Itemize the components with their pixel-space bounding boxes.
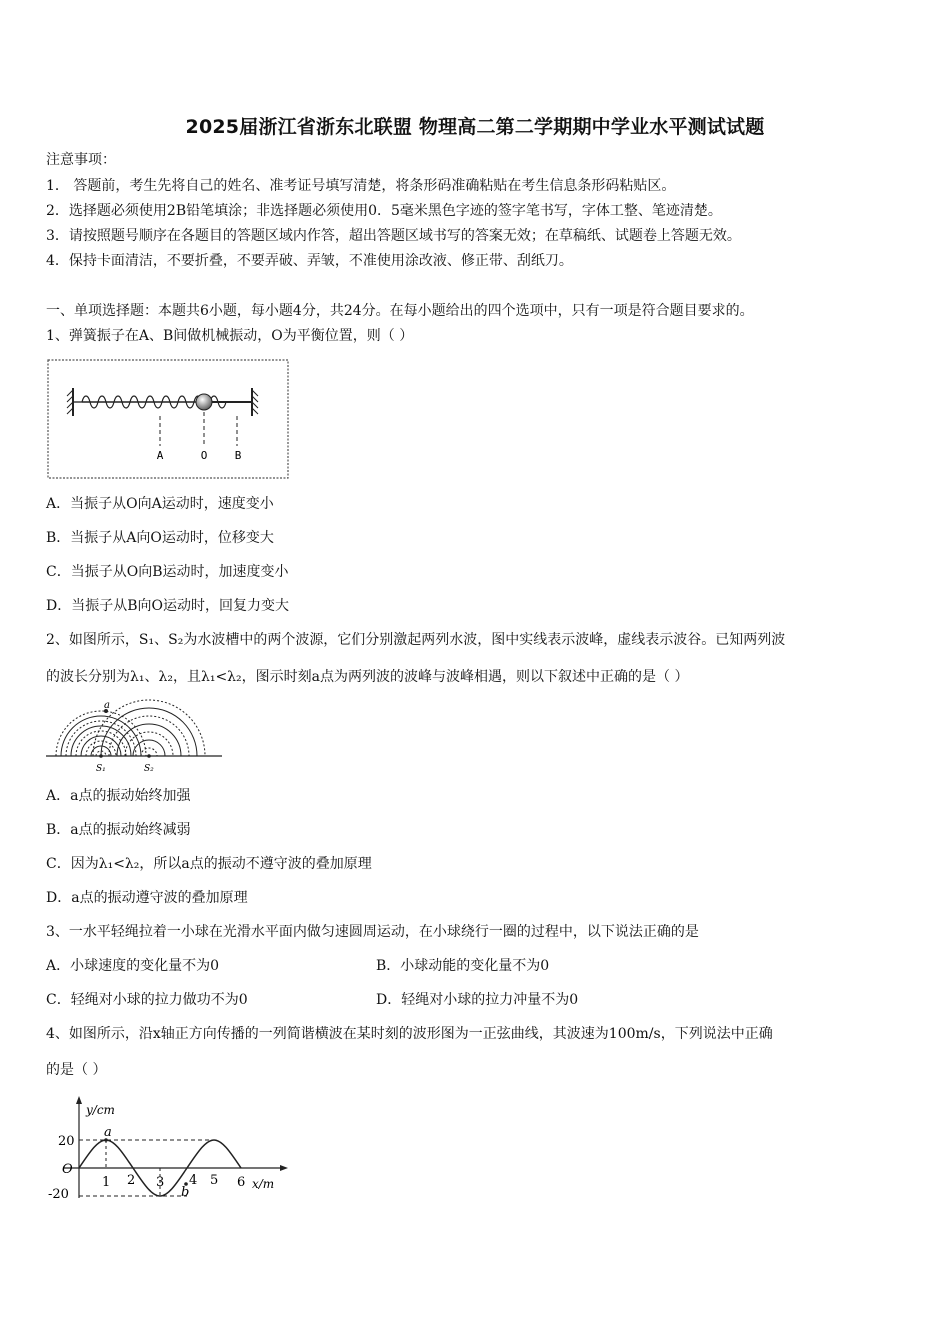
q1-option-c: C．当振子从O向B运动时，加速度变小 bbox=[46, 564, 289, 580]
label-o: O bbox=[200, 449, 208, 462]
notice-item-3: 3．请按照题号顺序在各题目的答题区域内作答，超出答题区域书写的答案无效；在草稿纸、试题卷上答题无效。 bbox=[46, 228, 741, 244]
label-b: B bbox=[234, 449, 242, 462]
x-tick-5: 5 bbox=[210, 1173, 219, 1188]
y-axis-label: y/cm bbox=[86, 1103, 115, 1117]
x-tick-4: 4 bbox=[189, 1173, 198, 1188]
q3-option-c: C．轻绳对小球的拉力做功不为0 bbox=[46, 992, 248, 1008]
q4-stem-line2: 的是（ ） bbox=[46, 1062, 107, 1078]
x-tick-2: 2 bbox=[127, 1173, 136, 1188]
q2-option-a: A．a点的振动始终加强 bbox=[46, 788, 191, 804]
notice-heading: 注意事项： bbox=[46, 152, 116, 168]
notice-item-2: 2．选择题必须使用2B铅笔填涂；非选择题必须使用0．5毫米黑色字迹的签字笔书写，字体工整、笔迹清楚。 bbox=[46, 203, 722, 219]
q1-spring-figure bbox=[46, 358, 290, 480]
label-point-a: a bbox=[104, 700, 110, 711]
x-tick-6: 6 bbox=[237, 1175, 246, 1190]
x-axis-label: x/m bbox=[252, 1177, 275, 1191]
q2-stem-line1: 2、如图所示，S₁、S₂为水波槽中的两个波源，它们分别激起两列水波，图中实线表示波峰，虚线表示波谷。已知两列波 bbox=[46, 632, 786, 648]
label-point-b: b bbox=[181, 1185, 190, 1200]
q2-stem-line2: 的波长分别为λ₁、λ₂，且λ₁<λ₂，图示时刻a点为两列波的波峰与波峰相遇，则以下叙述中正确的是（ ） bbox=[46, 669, 689, 685]
label-s1: S₁ bbox=[96, 764, 106, 774]
notice-item-1: 1． 答题前，考生先将自己的姓名、准考证号填写清楚，将条形码准确粘贴在考生信息条形码粘贴区。 bbox=[46, 178, 676, 194]
notice-item-4: 4．保持卡面清洁，不要折叠，不要弄破、弄皱，不准使用涂改液、修正带、刮纸刀。 bbox=[46, 253, 573, 269]
oscillator-ball bbox=[196, 394, 212, 410]
label-a: A bbox=[156, 449, 164, 462]
y-tick-20: 20 bbox=[58, 1134, 75, 1149]
x-tick-1: 1 bbox=[102, 1175, 111, 1190]
y-tick-neg20: -20 bbox=[48, 1187, 69, 1202]
q2-option-d: D．a点的振动遵守波的叠加原理 bbox=[46, 890, 248, 906]
origin-label: O bbox=[62, 1162, 73, 1177]
exam-title: 2025届浙江省浙东北联盟 物理高二第二学期期中学业水平测试试题 bbox=[185, 116, 765, 138]
q1-option-d: D．当振子从B向O运动时，回复力变大 bbox=[46, 598, 289, 614]
q3-option-a: A．小球速度的变化量不为0 bbox=[46, 958, 220, 974]
x-tick-3: 3 bbox=[156, 1175, 165, 1190]
q2-option-b: B．a点的振动始终减弱 bbox=[46, 822, 191, 838]
q1-option-a: A．当振子从O向A运动时，速度变小 bbox=[46, 496, 274, 512]
q4-stem-line1: 4、如图所示，沿x轴正方向传播的一列简谐横波在某时刻的波形图为一正弦曲线，其波速为100m/s，下列说法中正确 bbox=[46, 1026, 773, 1042]
q3-option-b: B．小球动能的变化量不为0 bbox=[376, 958, 550, 974]
q1-option-b: B．当振子从A向O运动时，位移变大 bbox=[46, 530, 274, 546]
q3-stem: 3、一水平轻绳拉着一小球在光滑水平面内做匀速圆周运动，在小球绕行一圈的过程中，以下说法正确的是 bbox=[46, 924, 699, 940]
q2-wave-figure bbox=[44, 698, 224, 778]
q4-wave-graph bbox=[44, 1094, 294, 1204]
q3-option-d: D．轻绳对小球的拉力冲量不为0 bbox=[376, 992, 579, 1008]
section-heading: 一、单项选择题：本题共6小题，每小题4分，共24分。在每小题给出的四个选项中，只有一项是符合题目要求的。 bbox=[46, 303, 754, 319]
label-s2: S₂ bbox=[144, 764, 154, 774]
q2-option-c: C．因为λ₁<λ₂，所以a点的振动不遵守波的叠加原理 bbox=[46, 856, 372, 872]
label-point-a: a bbox=[104, 1125, 112, 1140]
q1-stem: 1、弹簧振子在A、B间做机械振动，O为平衡位置，则（ ） bbox=[46, 328, 414, 344]
